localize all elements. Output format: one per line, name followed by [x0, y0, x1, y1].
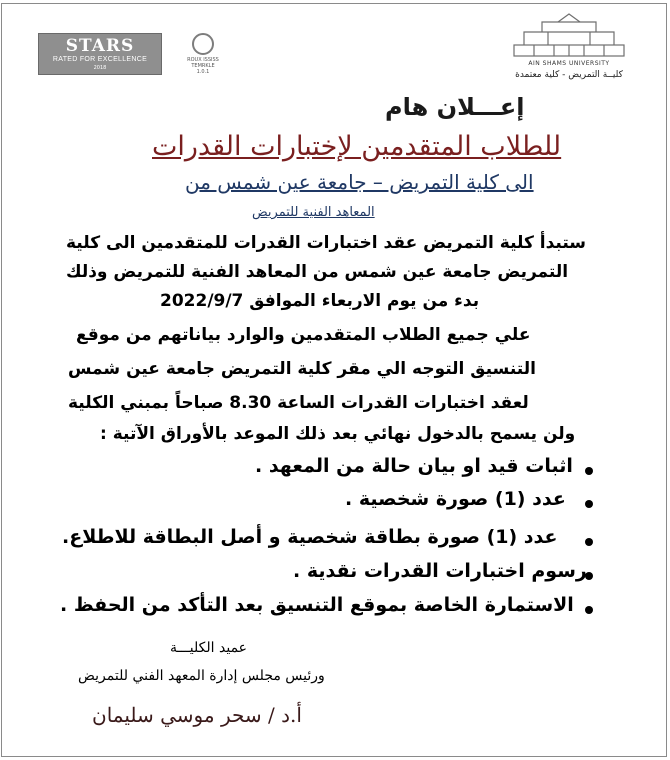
stars-logo-subtitle: RATED FOR EXCELLENCE: [52, 56, 148, 63]
stars-logo-title: STARS: [65, 36, 135, 56]
university-name-ar: كليــة التمريض - كلية معتمدة: [515, 70, 623, 80]
body-line-7: ولن يسمح بالدخول نهائي بعد ذلك الموعد بالأوراق الآتية :: [100, 424, 576, 444]
seal-ring-icon: [192, 33, 214, 55]
bullet-icon: [585, 538, 593, 546]
signature-role-dean: عميد الكليـــة: [170, 640, 248, 656]
document-item-4: رسوم اختبارات القدرات نقدية .: [293, 560, 587, 582]
document-item-3: عدد (1) صورة بطاقة شخصية و أصل البطاقة للاطلاع.: [62, 526, 558, 548]
document-item-1: اثبات قيد او بيان حالة من المعهد .: [255, 455, 573, 477]
announcement-title: إعـــلان هام: [385, 93, 525, 121]
body-line-1: ستبدأ كلية التمريض عقد اختبارات القدرات للمتقدمين الى كلية: [66, 233, 586, 253]
signature-name: أ.د / سحر موسي سليمان: [92, 703, 302, 727]
seal-text-1: ROUX ISSISS: [187, 57, 219, 63]
page-border: [1, 3, 667, 757]
faculty-line: الى كلية التمريض – جامعة عين شمس من: [185, 170, 534, 194]
stars-rating-logo: [38, 33, 162, 75]
university-building-icon: [506, 12, 632, 60]
bullet-icon: [585, 500, 593, 508]
document-item-2: عدد (1) صورة شخصية .: [345, 488, 566, 510]
seal-text-2: TEMRKLE 1.0.1: [191, 63, 215, 75]
body-line-2: التمريض جامعة عين شمس من المعاهد الفنية للتمريض وذلك: [66, 262, 569, 282]
body-line-6: لعقد اختبارات القدرات الساعة 8.30 صباحاً بمبني الكلية: [68, 393, 529, 413]
bullet-icon: [585, 606, 593, 614]
university-name-en: AIN SHAMS UNIVERSITY: [528, 60, 610, 67]
university-logo: [506, 12, 632, 86]
bullet-icon: [585, 467, 593, 475]
institutes-line: المعاهد الفنية للتمريض: [252, 205, 375, 220]
announcement-subtitle: للطلاب المتقدمين لإختبارات القدرات: [152, 131, 562, 162]
institute-seal-logo: [186, 32, 220, 74]
body-line-3: بدء من يوم الاربعاء الموافق 2022/9/7: [160, 291, 480, 311]
body-line-4: علي جميع الطلاب المتقدمين والوارد بياناتهم من موقع: [76, 325, 531, 345]
document-item-5: الاستمارة الخاصة بموقع التنسيق بعد التأكد من الحفظ .: [60, 594, 574, 616]
stars-logo-year: 2018: [93, 65, 107, 71]
body-line-5: التنسيق التوجه الي مقر كلية التمريض جامعة عين شمس: [68, 359, 536, 379]
signature-role-board: ورئيس مجلس إدارة المعهد الفني للتمريض: [78, 668, 325, 684]
